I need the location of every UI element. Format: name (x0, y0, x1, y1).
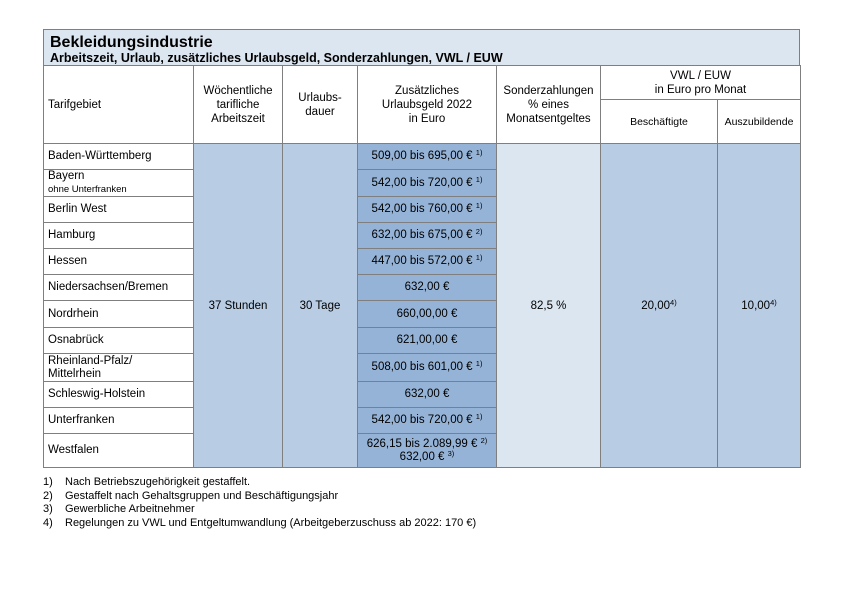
cell-vacation-pay: 660,00,00 € (358, 301, 497, 328)
document (43, 29, 800, 530)
cell-vwl-trainees: 10,00$^{4)}$ (718, 144, 801, 468)
page-title: Bekleidungsindustrie (50, 34, 213, 51)
header-vacation: Urlaubs- dauer (283, 66, 358, 144)
footnote: 1) Nach Betriebszugehörigkeit gestaffelt. (43, 476, 251, 488)
cell-region: Baden-Württemberg (44, 144, 194, 170)
cell-region: Bayern ohne Unterfranken (44, 170, 194, 197)
title-box (43, 29, 800, 65)
header-special-payments: Sonderzahlungen % eines Monatsentgeltes (497, 66, 601, 144)
header-trainees: Auszubildende (718, 100, 801, 144)
cell-vacation: 30 Tage (283, 144, 358, 468)
cell-region: Osnabrück (44, 328, 194, 354)
cell-region: Westfalen (44, 434, 194, 468)
cell-region: Hamburg (44, 223, 194, 249)
cell-vacation-pay: 542,00 bis 720,00 € $^{1)}$ (358, 170, 497, 197)
footnote: 4) Regelungen zu VWL und Entgeltumwandlung (Arbeitgeberzuschuss ab 2022: 170 €) (43, 516, 477, 529)
cell-region: Niedersachsen/Bremen (44, 275, 194, 301)
cell-vacation-pay: 542,00 bis 760,00 € $^{1)}$ (358, 197, 497, 223)
cell-vacation-pay: 632,00 € (358, 275, 497, 301)
cell-vacation-pay: 626,15 bis 2.089,99 € $^{2)}$ 632,00 € $^{3)}$ (358, 434, 497, 468)
cell-vacation-pay: 508,00 bis 601,00 € $^{1)}$ (358, 354, 497, 382)
cell-vacation-pay: 632,00 bis 675,00 € $^{2)}$ (358, 223, 497, 249)
page-subtitle: Arbeitszeit, Urlaub, zusätzliches Urlaubsgeld, Sonderzahlungen, VWL / EUW (50, 51, 503, 65)
cell-special-payments: 82,5 % (497, 144, 601, 468)
header-region: Tarifgebiet (44, 66, 194, 144)
cell-region: Hessen (44, 249, 194, 275)
table-row (44, 144, 801, 170)
footnote: 3) Gewerbliche Arbeitnehmer (43, 503, 195, 515)
cell-vacation-pay: 632,00 € (358, 382, 497, 408)
header-weekly-hours: Wöchentliche tarifliche Arbeitszeit (194, 66, 283, 144)
cell-vacation-pay: 621,00,00 € (358, 328, 497, 354)
cell-region: Schleswig-Holstein (44, 382, 194, 408)
header-vwl-group: VWL / EUW in Euro pro Monat (601, 66, 801, 100)
cell-vacation-pay: 509,00 bis 695,00 € $^{1)}$ (358, 144, 497, 170)
cell-vwl-employees: 20,00$^{4)}$ (601, 144, 718, 468)
cell-region: Unterfranken (44, 408, 194, 434)
cell-region: Nordrhein (44, 301, 194, 328)
footnote: 2) Gestaffelt nach Gehaltsgruppen und Beschäftigungsjahr (43, 489, 339, 502)
collective-agreement-table (43, 65, 801, 468)
cell-weekly-hours: 37 Stunden (194, 144, 283, 468)
cell-region: Berlin West (44, 197, 194, 223)
footnotes (43, 476, 800, 530)
cell-vacation-pay: 447,00 bis 572,00 € $^{1)}$ (358, 249, 497, 275)
header-employees: Beschäftigte (601, 100, 718, 144)
header-vacation-pay: Zusätzliches Urlaubsgeld 2022 in Euro (358, 66, 497, 144)
cell-vacation-pay: 542,00 bis 720,00 € $^{1)}$ (358, 408, 497, 434)
cell-region: Rheinland-Pfalz/ Mittelrhein (44, 354, 194, 382)
